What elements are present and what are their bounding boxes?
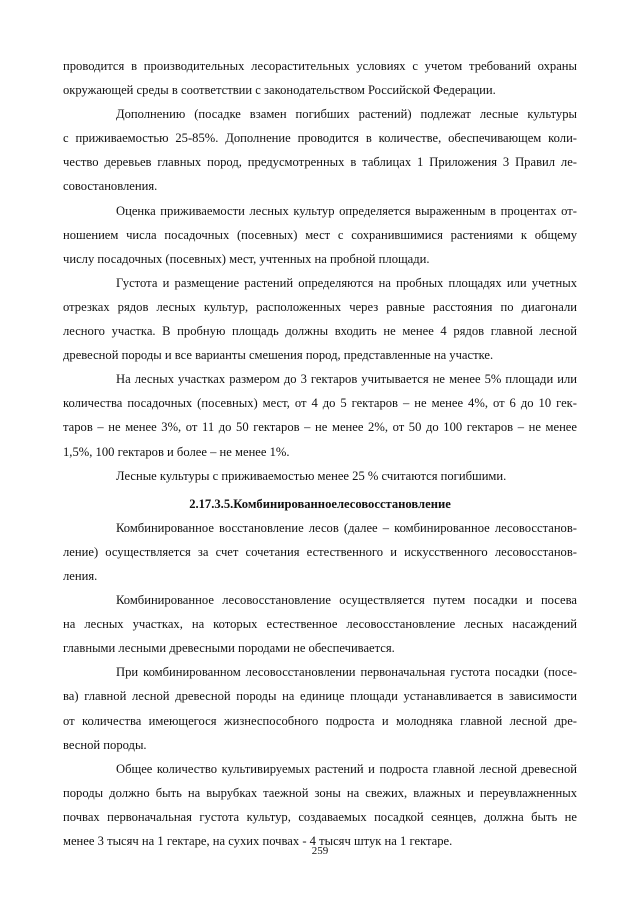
paragraph-line: Густота и размещение растений определяются на пробных площадях или учетных [116, 275, 577, 290]
paragraph-line: лесного участка. В пробную площадь должны входить не менее 4 рядов главной лесной [63, 324, 577, 339]
paragraph-line: 1,5%, 100 гектаров и более – не менее 1%. [63, 444, 290, 459]
paragraph-line: менее 3 тысяч на 1 гектаре, на сухих почвах - 4 тысяч штук на 1 гектаре. [63, 834, 453, 848]
paragraph-line: Оценка приживаемости лесных культур определяется выраженным в процентах от- [116, 203, 577, 218]
paragraph-line: окружающей среды в соответствии с законодательством Российской Федерации. [63, 83, 496, 98]
body-text [63, 54, 577, 853]
paragraph-line: отрезках рядов лесных культур, расположенных через равные расстояния по диагонали [63, 299, 577, 314]
paragraph-line: от количества имеющегося жизнеспособного подроста и молодняка главной лесной дре- [63, 713, 577, 728]
paragraph-line: на лесных участках, на которых естественное лесовосстановление лесных насаждений [63, 617, 577, 632]
paragraph-line: чество деревьев главных пород, предусмотренных в таблицах 1 Приложения 3 Правил ле- [63, 155, 577, 170]
paragraph-line: Дополнению (посадке взамен погибших растений) подлежат лесные культуры [116, 107, 577, 122]
paragraph-line: проводится в производительных лесорастительных условиях с учетом требований охраны [63, 59, 577, 73]
paragraph-line: На лесных участках размером до 3 гектаров учитывается не менее 5% площади или [116, 372, 577, 387]
paragraph-line: числу посадочных (посевных) мест, учтенных на пробной площади. [63, 251, 430, 266]
paragraph-line: Общее количество культивируемых растений и подроста главной лесной древесной [116, 761, 577, 776]
paragraph-line: главными лесными древесными породами не обеспечивается. [63, 641, 395, 656]
paragraph-line: ношением числа посадочных (посевных) мест с сохранившимися растениями к общему [63, 227, 577, 242]
paragraph-line: Комбинированное лесовосстановление осуществляется путем посадки и посева [116, 593, 577, 608]
paragraph-line: с приживаемостью 25-85%. Дополнение проводится в количестве, обеспечивающем коли- [63, 131, 577, 146]
paragraph-line: таров – не менее 3%, от 11 до 50 гектаров – не менее 2%, от 50 до 100 гектаров – не менее [63, 420, 577, 435]
paragraph-line: Лесные культуры с приживаемостью менее 25 % считаются погибшими. [116, 468, 507, 483]
paragraph-line: количества посадочных (посевных) мест, от 4 до 5 гектаров – не менее 4%, от 6 до 10 гек- [63, 396, 577, 411]
page-number: 259 [311, 845, 329, 857]
paragraph-line: весной породы. [63, 737, 147, 752]
paragraph-line: ва) главной лесной древесной породы на единице площади устанавливается в зависимости [63, 689, 577, 704]
paragraph-line: древесной породы и все варианты смешения пород, представленные на участке. [63, 348, 494, 363]
section-heading: 2.17.3.5.Комбинированноелесовосстановление [189, 496, 451, 511]
paragraph-line: совостановления. [63, 179, 158, 194]
paragraph-line: ление) осуществляется за счет сочетания естественного и искусственного лесовосстанов- [63, 544, 577, 559]
paragraph-line: ления. [63, 568, 98, 583]
paragraph-line: Комбинированное восстановление лесов (далее – комбинированное лесовосстанов- [116, 520, 577, 535]
paragraph-line: При комбинированном лесовосстановлении первоначальная густота посадки (посе- [116, 665, 577, 680]
paragraph-line: породы должно быть на вырубках таежной зоны на свежих, влажных и переувлажненных [63, 785, 577, 800]
paragraph-line: почвах первоначальная густота культур, создаваемых посадкой сеянцев, должна быть не [63, 809, 577, 824]
